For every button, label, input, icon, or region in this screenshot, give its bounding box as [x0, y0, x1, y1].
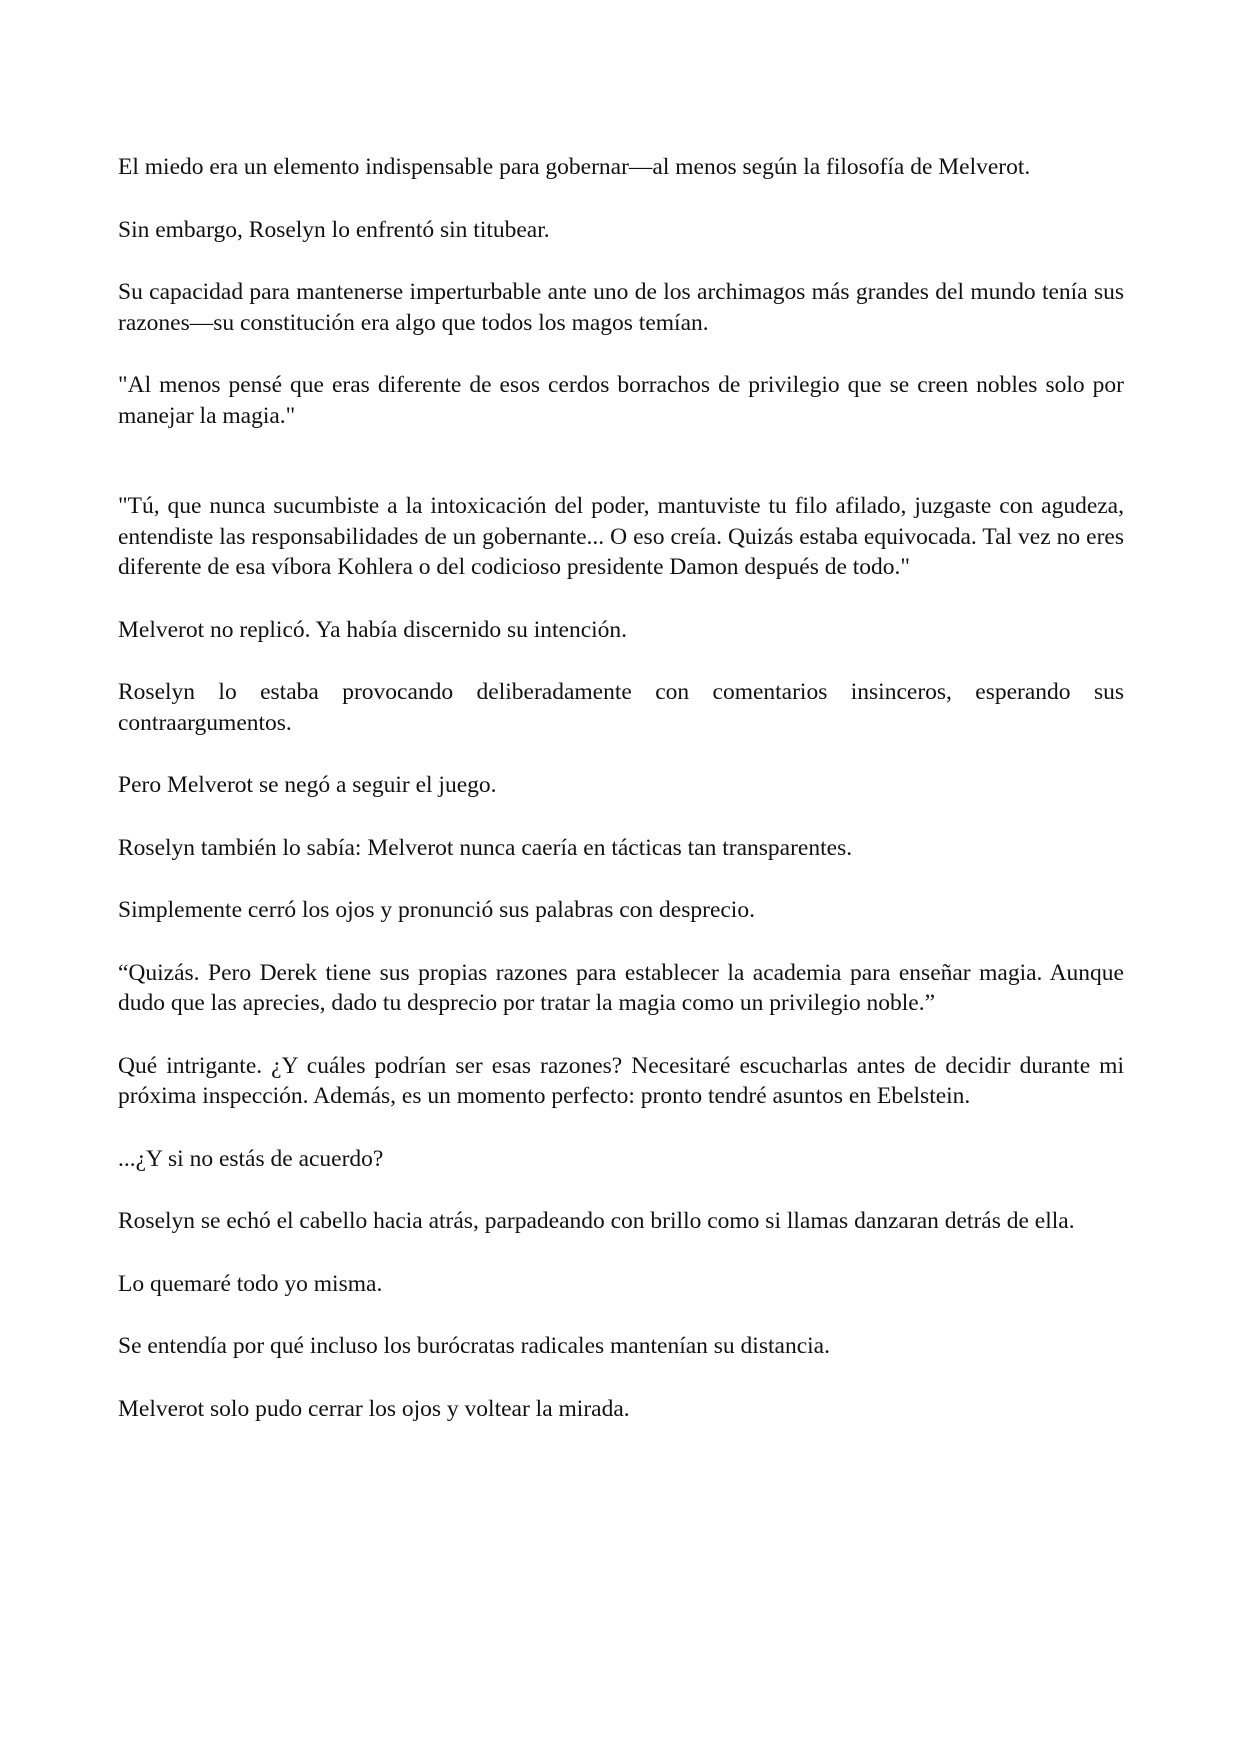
paragraph-11: “Quizás. Pero Derek tiene sus propias razones para establecer la academia para enseñar magia. Aunque dudo que las aprecies, dado tu desprecio por tratar la magia como un privilegio noble.”: [118, 959, 1124, 1016]
paragraph-15: Lo quemaré todo yo misma.: [118, 1270, 383, 1297]
paragraph-12: Qué intrigante. ¿Y cuáles podrían ser esas razones? Necesitaré escucharlas antes de decidir durante mi próxima inspección. Además, es un momento perfecto: pronto tendré asuntos en Ebelstein.: [118, 1052, 1124, 1109]
paragraph-14: Roselyn se echó el cabello hacia atrás, parpadeando con brillo como si llamas danzaran detrás de ella.: [118, 1208, 1075, 1234]
paragraph-4: "Al menos pensé que eras diferente de esos cerdos borrachos de privilegio que se creen nobles solo por manejar la magia.": [118, 372, 1124, 429]
paragraph-10: Simplemente cerró los ojos y pronunció sus palabras con desprecio.: [118, 897, 755, 923]
paragraph-13: ...¿Y si no estás de acuerdo?: [118, 1145, 384, 1172]
paragraph-17: Melverot solo pudo cerrar los ojos y voltear la mirada.: [118, 1395, 630, 1422]
paragraph-6: Melverot no replicó. Ya había discernido su intención.: [118, 616, 628, 643]
paragraph-2: Sin embargo, Roselyn lo enfrentó sin titubear.: [118, 216, 550, 243]
paragraph-9: Roselyn también lo sabía: Melverot nunca caería en tácticas tan transparentes.: [118, 834, 853, 861]
paragraph-5: "Tú, que nunca sucumbiste a la intoxicación del poder, mantuviste tu filo afilado, juzgaste con agudeza, entendiste las responsabilidades de un gobernante... O eso creía. Quizás estaba equivocada. Tal vez no eres diferente de esa víbora Kohlera o del codicioso presidente Damon después de todo.": [118, 493, 1124, 580]
paragraph-8: Pero Melverot se negó a seguir el juego.: [118, 772, 497, 798]
paragraph-1: El miedo era un elemento indispensable para gobernar—al menos según la filosofía de Melverot.: [118, 154, 1031, 180]
paragraph-3: Su capacidad para mantenerse imperturbable ante uno de los archimagos más grandes del mundo tenía sus razones—su constitución era algo que todos los magos temían.: [118, 279, 1124, 336]
document-body: [118, 152, 1124, 1456]
paragraph-7: Roselyn lo estaba provocando deliberadamente con comentarios insinceros, esperando sus contraargumentos.: [118, 679, 1124, 736]
paragraph-16: Se entendía por qué incluso los burócratas radicales mantenían su distancia.: [118, 1333, 830, 1359]
